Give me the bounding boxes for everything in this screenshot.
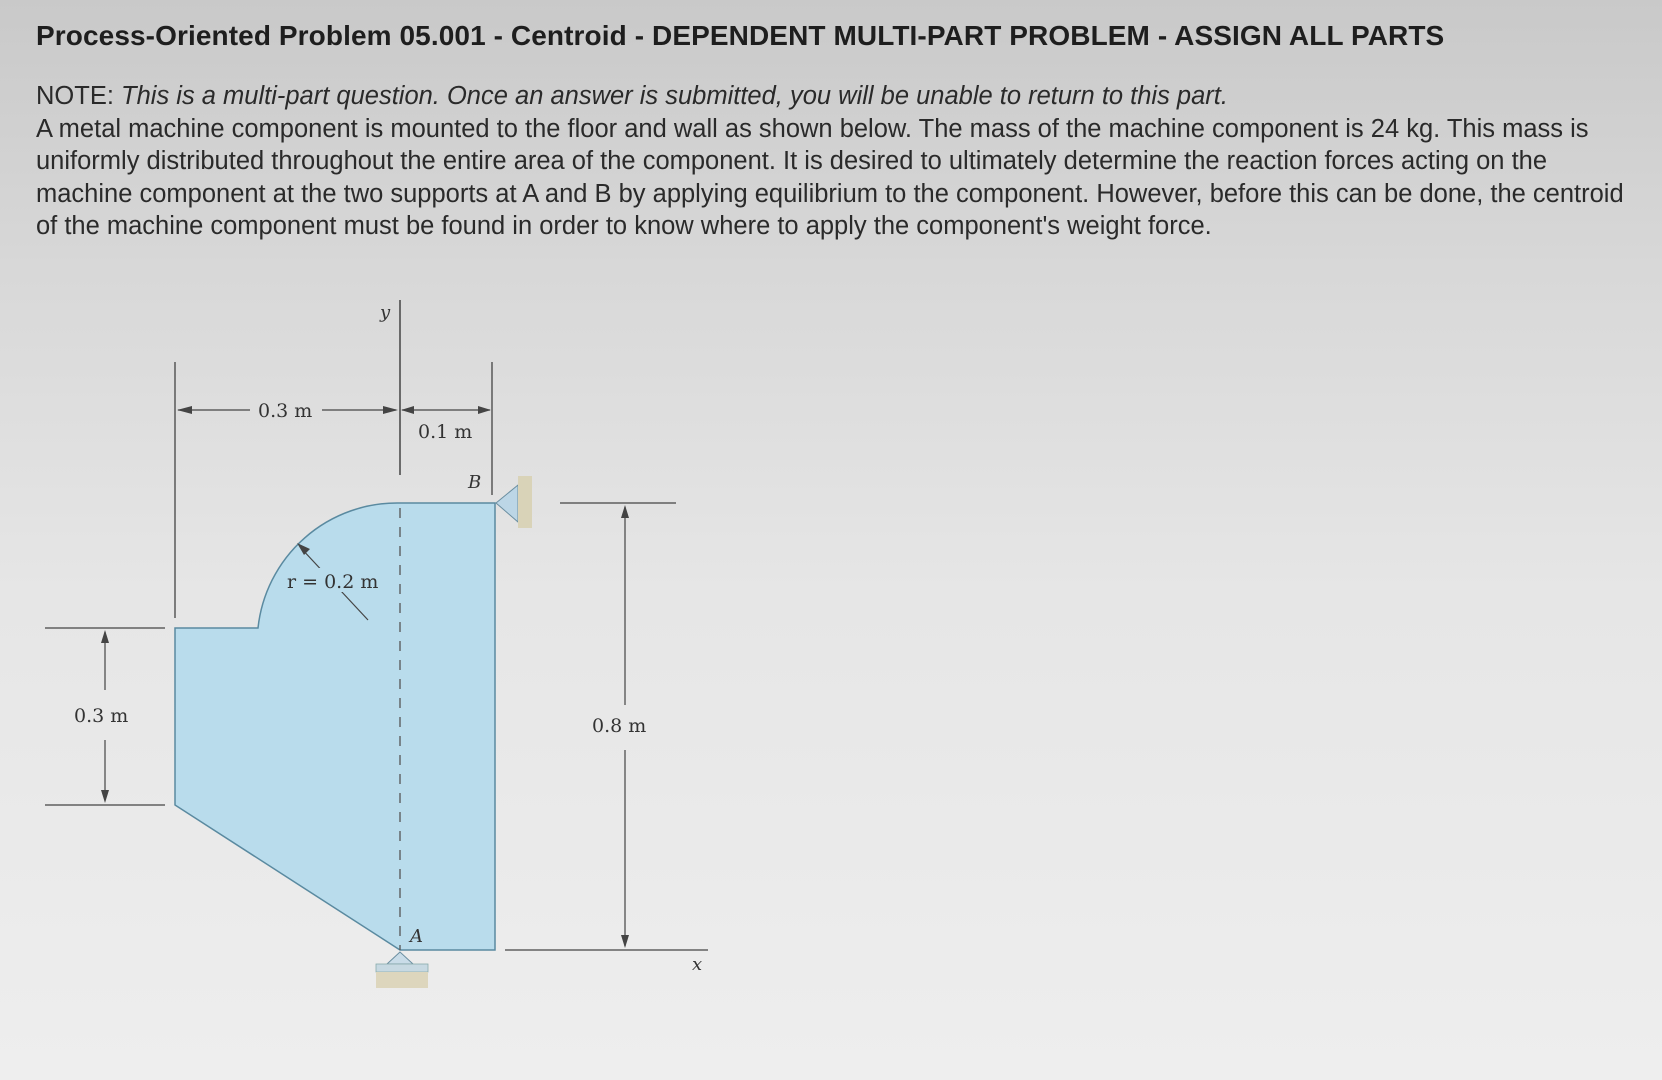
machine-component-diagram <box>0 300 760 1070</box>
dim-right-arrow-bottom <box>621 935 629 948</box>
dim-left-label: 0.3 m <box>74 705 129 727</box>
support-a-base <box>376 964 428 972</box>
dim-top-left-label: 0.3 m <box>258 400 313 422</box>
dim-left-arrow-bottom <box>101 790 109 803</box>
support-b-bracket <box>496 485 518 522</box>
dim-top-right-arrow-right <box>478 406 491 414</box>
problem-statement <box>36 80 1636 243</box>
dim-top-right-arrow-left <box>401 406 414 414</box>
note-text: This is a multi-part question. Once an answer is submitted, you will be unable to return to this part. <box>121 82 1228 110</box>
support-b-label: B <box>468 472 482 493</box>
floor-a <box>376 972 428 988</box>
problem-description: A metal machine component is mounted to the floor and wall as shown below. The mass of the machine component is 24 kg. This mass is uniformly distributed throughout the entire area of the component. It is desired to ultimately determine the reaction forces acting on the machine component at the two supports at A and B by applying equilibrium to the component. However, before this can be done, the centroid of the machine component must be found in order to know where to apply the component's weight force. <box>36 114 1624 241</box>
note-label: NOTE: <box>36 82 114 110</box>
dim-top-right-label: 0.1 m <box>418 421 473 443</box>
dim-right-label: 0.8 m <box>592 715 647 737</box>
support-a-pin <box>387 952 413 964</box>
radius-label: r = 0.2 m <box>287 571 379 593</box>
dim-right-arrow-top <box>621 505 629 518</box>
y-axis-label: y <box>380 302 391 323</box>
wall-b <box>518 476 532 528</box>
dim-top-left-arrow-right <box>383 406 398 414</box>
problem-figure <box>0 300 760 1070</box>
x-axis-label: x <box>692 954 703 975</box>
dim-left-arrow-top <box>101 630 109 643</box>
dim-top-left-arrow-left <box>177 406 192 414</box>
support-a-label: A <box>410 926 423 947</box>
problem-title: Process-Oriented Problem 05.001 - Centroid - DEPENDENT MULTI-PART PROBLEM - ASSIGN ALL PARTS <box>36 20 1445 51</box>
